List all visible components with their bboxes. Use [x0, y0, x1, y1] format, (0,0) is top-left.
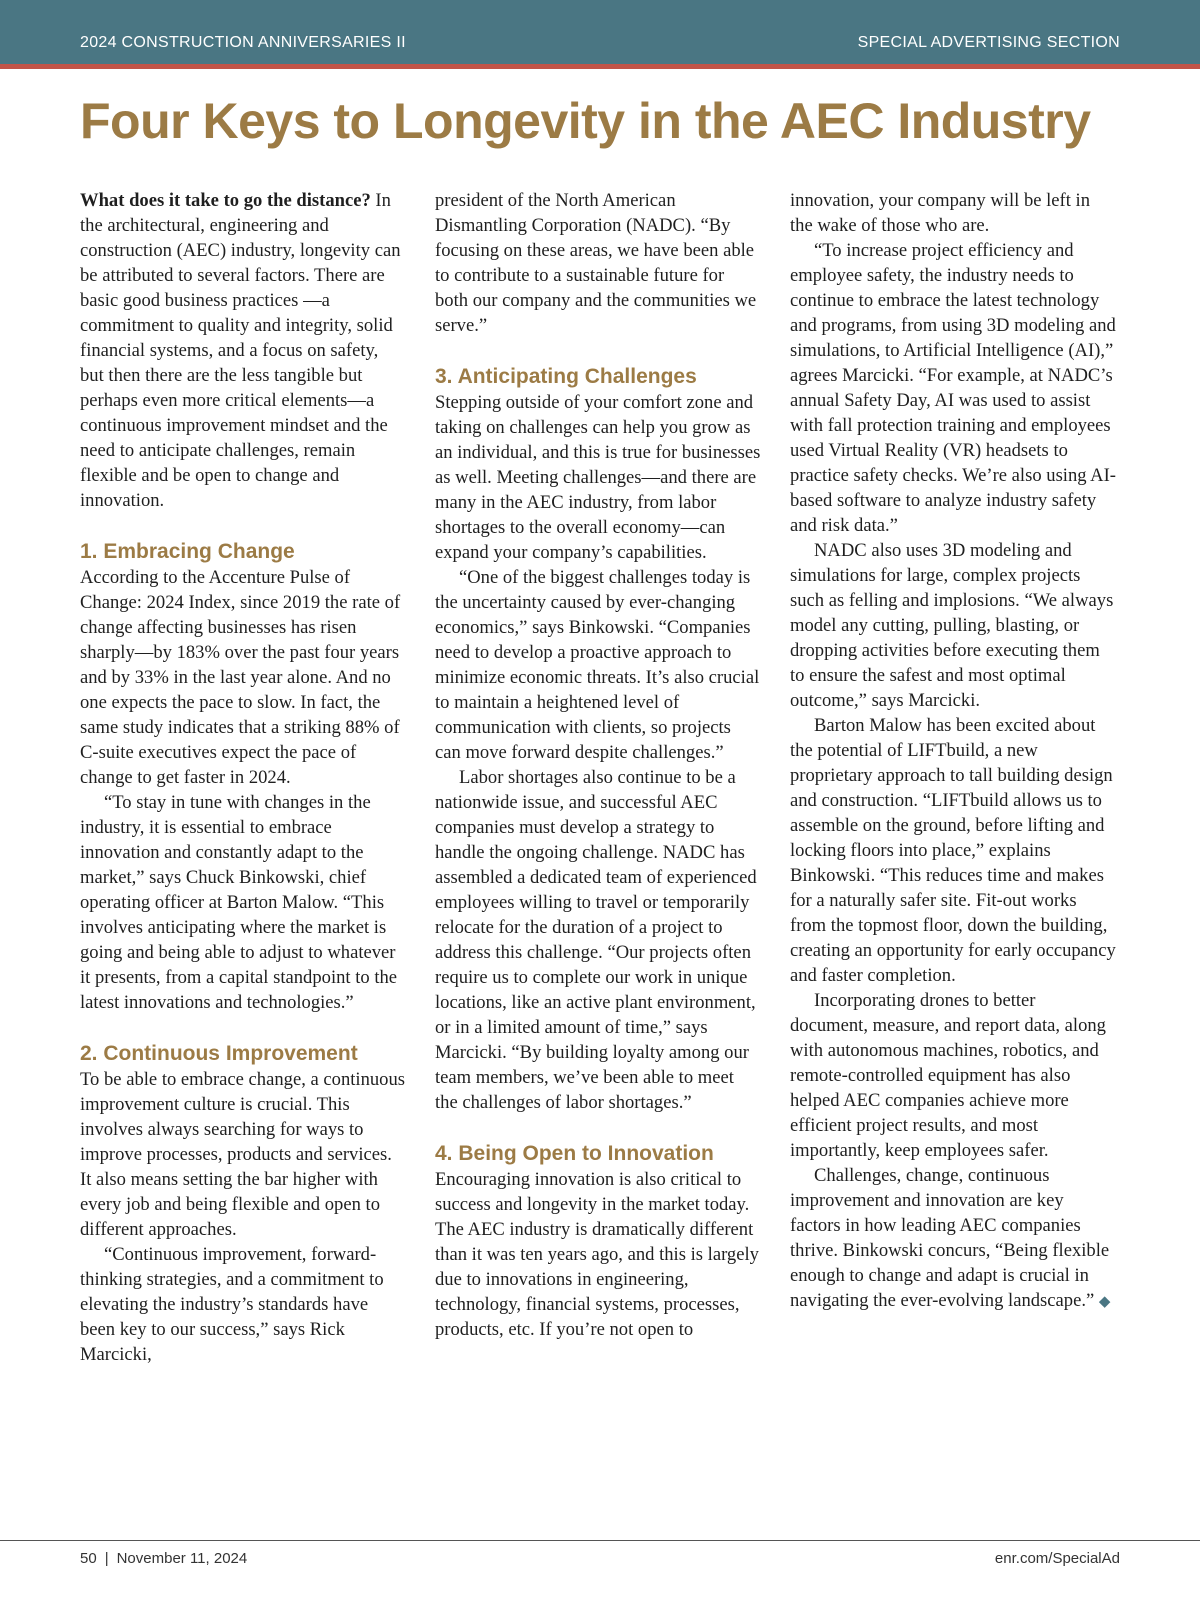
paragraph: “Continuous improvement, forward-thinking strategies, and a commitment to elevating the industry’s standards have been key to our success,” says Rick Marcicki, — [80, 1244, 384, 1365]
paragraph: Barton Malow has been excited about the potential of LIFTbuild, a new proprietary approach to tall building design and construction. “LIFTbuild allows us to assemble on the ground, before lifting and locking floors into place,” explains Binkowski. “This reduces time and makes for a naturally safer site. Fit-out works from the topmost floor, down the building, creating an opportunity for early occupancy and faster completion. — [790, 715, 1116, 986]
paragraph: Stepping outside of your comfort zone and taking on challenges can help you grow as an individual, and this is true for businesses as well. Meeting challenges—and there are many in the AEC industry, from labor shortages to the overall economy—can expand your company’s capabilities. — [435, 392, 761, 563]
section-heading-2: 2. Continuous Improvement — [80, 1042, 358, 1065]
header-rule — [0, 64, 1200, 69]
closing-paragraph — [790, 1163, 1116, 1315]
article-title: Four Keys to Longevity in the AEC Industry — [80, 93, 1091, 149]
section-heading-4: 4. Being Open to Innovation — [435, 1142, 714, 1165]
end-diamond-icon: ◆ — [1098, 1294, 1111, 1310]
footer-rule — [0, 1540, 1200, 1541]
header-band — [0, 0, 1200, 64]
paragraph: Labor shortages also continue to be a nationwide issue, and successful AEC companies must develop a strategy to handle the ongoing challenge. NADC has assembled a dedicated team of experienced employees willing to travel or temporarily relocate for the duration of a project to address this challenge. “Our projects often require us to complete our work in unique locations, like an active plant environment, or in a limited amount of time,” says Marcicki. “By building loyalty among our team members, we’ve been able to meet the challenges of labor shortages.” — [435, 767, 757, 1113]
paragraph: Encouraging innovation is also critical to success and longevity in the market today. The AEC industry is dramatically different than it was ten years ago, and this is largely due to innovations in engineering, technology, financial systems, processes, products, etc. If you’re not open to — [435, 1169, 759, 1340]
paragraph: According to the Accenture Pulse of Change: 2024 Index, since 2019 the rate of change affecting businesses has risen sharply—by 183% over the past four years and by 33% in the last year alone. And no one expects the pace to slow. In fact, the same study indicates that a striking 88% of C-suite executives expect the pace of change to get faster in 2024. — [80, 567, 401, 788]
section-heading-1: 1. Embracing Change — [80, 540, 295, 563]
intro-paragraph — [80, 188, 406, 513]
column-1 — [80, 188, 406, 1367]
paragraph: Incorporating drones to better document, measure, and report data, along with autonomous machines, robotics, and remote-controlled equipment has also helped AEC companies achieve more efficient project results, and most importantly, keep employees safer. — [790, 990, 1106, 1161]
paragraph: “To stay in tune with changes in the industry, it is essential to embrace innovation and constantly adapt to the market,” says Chuck Binkowski, chief operating officer at Barton Malow. “This involves anticipating where the market is going and being able to adjust to whatever it presents, from a capital standpoint to the latest innovations and technologies.” — [80, 792, 398, 1013]
paragraph: “One of the biggest challenges today is the uncertainty caused by ever-changing economics,” says Binkowski. “Companies need to develop a proactive approach to minimize economic threats. It’s also crucial to maintain a heightened level of communication with clients, so projects can move forward despite challenges.” — [435, 567, 760, 763]
paragraph: innovation, your company will be left in the wake of those who are. — [790, 190, 1091, 236]
page-number: 50 — [80, 1550, 97, 1567]
issue-date: November 11, 2024 — [116, 1550, 248, 1567]
column-3 — [790, 188, 1116, 1315]
section-label: 2024 CONSTRUCTION ANNIVERSARIES II — [80, 34, 406, 51]
paragraph: president of the North American Dismantling Corporation (NADC). “By focusing on these areas, we have been able to contribute to a sustainable future for both our company and the communities we serve.” — [435, 190, 757, 336]
closing-text: Challenges, change, continuous improvement and innovation are key factors in how leading AEC companies thrive. Binkowski concurs, “Being flexible enough to change and adapt is crucial in navigating the ever-evolving landscape.” — [790, 1165, 1110, 1311]
advertising-label: SPECIAL ADVERTISING SECTION — [857, 34, 1120, 51]
intro-lead: What does it take to go the distance? — [80, 190, 371, 211]
paragraph: “To increase project efficiency and employee safety, the industry needs to continue to embrace the latest technology and programs, from using 3D modeling and simulations, to Artificial Intelligence (AI),” agrees Marcicki. “For example, at NADC’s annual Safety Day, AI was used to assist with fall protection training and employees used Virtual Reality (VR) headsets to practice safety checks. We’re also using AI-based software to analyze industry safety and risk data.” — [790, 240, 1116, 536]
column-2 — [435, 188, 761, 1342]
intro-body: In the architectural, engineering and construction (AEC) industry, longevity can be attributed to several factors. There are basic good business practices —a commitment to quality and integrity, solid financial systems, and a focus on safety, but then there are the less tangible but perhaps even more critical elements—a continuous improvement mindset and the need to anticipate challenges, remain flexible and be open to change and innovation. — [80, 190, 401, 511]
folio-separator: | — [104, 1550, 109, 1567]
footer-folio — [80, 1550, 247, 1567]
paragraph: To be able to embrace change, a continuous improvement culture is crucial. This involves always searching for ways to improve processes, products and services. It also means setting the bar higher with every job and being flexible and open to different approaches. — [80, 1069, 405, 1240]
paragraph: NADC also uses 3D modeling and simulations for large, complex projects such as felling and implosions. “We always model any cutting, pulling, blasting, or dropping activities before executing them to ensure the safest and most optimal outcome,” says Marcicki. — [790, 540, 1114, 711]
section-heading-3: 3. Anticipating Challenges — [435, 365, 697, 388]
footer-url[interactable]: enr.com/SpecialAd — [994, 1550, 1120, 1567]
